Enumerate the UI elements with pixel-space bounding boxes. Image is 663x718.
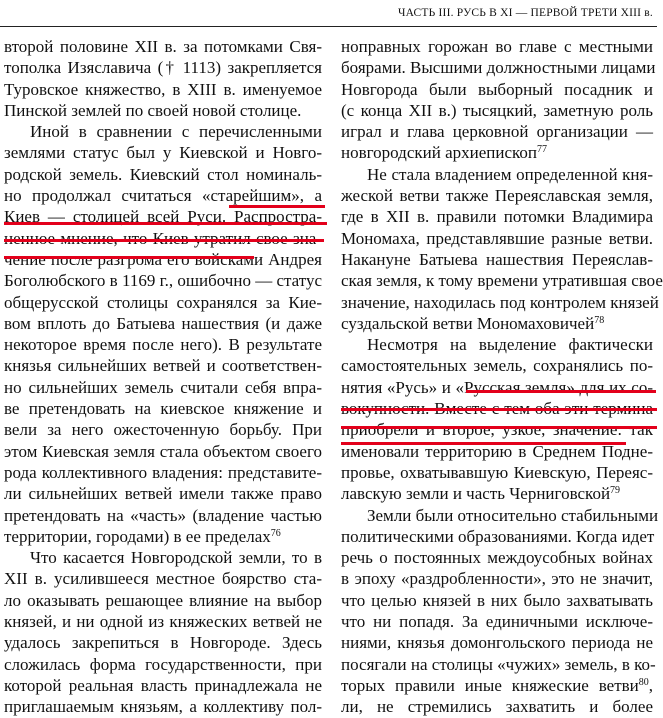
text-line <box>341 36 653 57</box>
text-line <box>341 292 659 313</box>
highlight-underline <box>229 205 325 208</box>
text-line <box>4 419 322 440</box>
text-line <box>4 675 322 696</box>
text-line-content: ло оказывать решающее влияние на выбор <box>4 590 322 610</box>
highlight-underline <box>4 222 327 225</box>
text-line-content: чение после разгрома его войсками Андрея <box>4 249 322 269</box>
text-line-content: что целью князей в них было захватывать <box>341 590 653 610</box>
footnote-marker: 77 <box>537 144 548 156</box>
text-line-content: но продолжал считаться «старейшим», а <box>4 186 322 206</box>
text-line-content: князья сильнейших ветвей и соответствен- <box>4 356 322 376</box>
text-line <box>4 590 322 611</box>
text-line <box>341 270 663 291</box>
text-line <box>341 632 653 653</box>
text-line-content: вели за него ожесточенную борьбу. При <box>4 420 322 440</box>
text-line <box>4 100 322 121</box>
text-line <box>341 483 653 504</box>
text-line-content: ноправных горожан во главе с местными <box>341 37 653 56</box>
running-head: ЧАСТЬ III. РУСЬ В XI — ПЕРВОЙ ТРЕТИ XIII в. <box>397 7 653 19</box>
text-line <box>4 462 322 483</box>
text-line <box>4 654 322 675</box>
text-line-content: ниями, князья домонгольского периода не <box>341 633 653 653</box>
highlight-underline <box>341 426 657 429</box>
text-line <box>4 632 322 653</box>
text-line <box>4 441 322 462</box>
text-line-content: приглашаемым князьям, а коллективу пол- <box>4 697 322 717</box>
text-line-content: общерусской столицы сохранялся за Кие- <box>4 292 322 312</box>
text-line <box>4 568 322 589</box>
text-line <box>341 377 653 398</box>
text-line-content: которой реальная власть принадлежала не <box>4 675 322 695</box>
text-line-content: территории, городами) в ее пределах <box>4 526 271 546</box>
text-line <box>341 675 653 696</box>
text-line-content: ве претендовать на киевское княжение и <box>4 399 322 419</box>
text-line-content: Пинской землей по своей новой столице. <box>4 100 302 120</box>
footnote-marker: 80 <box>638 676 649 688</box>
text-line-content: родской земель. Киевский стол номиналь- <box>4 164 322 184</box>
text-line-content: Мономаха, представлявшие разные ветви. <box>341 228 653 248</box>
text-line <box>341 142 653 163</box>
text-line <box>4 249 322 270</box>
text-line <box>4 36 322 57</box>
text-line-content: Новгорода были выборный посадник и <box>341 79 653 99</box>
text-line <box>4 611 322 632</box>
text-line <box>341 313 653 334</box>
text-line <box>341 590 653 611</box>
text-line <box>341 505 659 526</box>
highlight-underline <box>466 390 656 393</box>
text-line-content: XII в. усилившееся местное боярство ста- <box>4 569 322 589</box>
text-line <box>341 568 653 589</box>
footnote-marker: 76 <box>270 527 281 539</box>
text-line-content: тополка Изяславича († 1113) закрепляется <box>4 58 322 78</box>
text-line-content: играл и глава церковной организации — <box>341 122 653 142</box>
text-line-content: вокупности. Вместе с тем оба эти термина <box>341 399 653 419</box>
right-text-column <box>341 36 663 717</box>
text-line <box>4 547 322 568</box>
text-line <box>341 611 653 632</box>
text-line-content: удалось закрепиться в Новгороде. Здесь <box>4 633 322 653</box>
text-line-content: этом Киевская земля стала объектом своего <box>4 441 322 461</box>
text-line <box>4 185 322 206</box>
text-line-content: где в XII в. правили потомки Владимира <box>341 207 653 227</box>
text-line <box>4 270 322 291</box>
highlight-underline <box>341 442 626 445</box>
text-line <box>4 57 322 78</box>
text-line-content: Боголюбского в 1169 г., ошибочно — статус <box>4 271 322 291</box>
text-line-content: посягали на столицы «чужих» земель, в ко- <box>341 654 656 674</box>
text-line <box>4 292 322 313</box>
text-line <box>341 121 653 142</box>
text-line-content: князей, и ни одной из княжеских ветвей не <box>4 612 322 632</box>
text-line-content: провье, охватывавшую Киевскую, Переяс- <box>341 462 653 482</box>
text-line-content: Киев — столицей всей Руси. Распростра- <box>4 207 322 227</box>
text-line-content: (с конца XII в.) тысяцкий, заметную роль <box>341 100 653 120</box>
text-line-content: Туровское княжество, в XIII в. именуемое <box>4 79 322 99</box>
text-line <box>341 419 653 440</box>
text-line-content: боярами. Высшими должностными лицами <box>341 58 656 78</box>
text-line-content: именовали территорию в Среднем Подне- <box>341 441 653 461</box>
text-line-content: ская земля, к тому времени утратившая свое <box>341 271 663 291</box>
text-line-content: но сильнейших земель считали себя впра- <box>4 377 322 397</box>
page-header <box>0 0 657 27</box>
text-line <box>341 526 653 547</box>
text-line <box>4 377 322 398</box>
text-line <box>341 206 653 227</box>
highlight-underline <box>341 408 657 411</box>
text-line <box>341 547 653 568</box>
text-line <box>341 79 653 100</box>
text-line <box>4 526 322 547</box>
text-line-content: Что касается Новгородской земли, то в <box>30 548 322 568</box>
text-line-content: ли, не стремились захватить и более <box>341 697 653 717</box>
text-line-content: некоторое время после него). В результате <box>4 335 322 355</box>
text-line <box>341 249 653 270</box>
text-line <box>4 334 322 355</box>
text-line-content: Несмотря на выделение фактически <box>367 335 653 355</box>
text-line-content: в эпоху «раздробленности», это не значит, <box>341 569 653 589</box>
text-line <box>4 142 322 163</box>
text-line <box>4 355 322 376</box>
text-line-content: Иной в сравнении с перечисленными <box>30 122 322 142</box>
text-line <box>341 185 653 206</box>
text-line <box>341 696 653 717</box>
text-line-content: что ни попадя. За единичными исключе- <box>341 612 653 632</box>
text-line-content: ли сильнейших ветвей имели также право <box>4 484 322 504</box>
text-line-content: самостоятельных земель, сохранялись по- <box>341 356 653 376</box>
text-line-content: рода коллективного владения: представите- <box>4 462 322 482</box>
text-line-content: политическими образованиями. Когда идет <box>341 526 655 546</box>
text-line-content: нятия «Русь» и «Русская земля» для их со- <box>341 377 653 397</box>
left-text-column <box>4 36 322 717</box>
text-line-content: суздальской ветви Мономаховичей <box>341 313 595 333</box>
text-line <box>341 228 653 249</box>
text-line-content: Не стала владением определенной кня- <box>367 164 653 184</box>
text-line-content: вом вплоть до Батыева нашествия (и даже <box>4 313 322 333</box>
text-line-content: сложилась форма государственности, при <box>4 654 322 674</box>
text-line <box>341 462 653 483</box>
text-line-content: новгородский архиепископ <box>341 143 538 163</box>
text-line <box>4 505 322 526</box>
text-line <box>341 164 653 185</box>
text-line-content: землями статус был у Киевской и Новго- <box>4 143 322 163</box>
text-line-content: приобрели и второе, узкое, значение: так <box>341 420 653 440</box>
text-line-content: ненное мнение, что Киев утратил свое зна- <box>4 228 322 248</box>
footnote-marker: 78 <box>594 314 605 326</box>
text-line-content: Накануне Батыева нашествия Переяслав- <box>341 249 653 269</box>
text-line <box>4 79 322 100</box>
text-line-content: речь о постоянных междоусобных войнах <box>341 548 653 568</box>
text-line-content: претендовать на «часть» (владение частью <box>4 505 322 525</box>
text-line-content: Земли были относительно стабильными <box>367 505 659 525</box>
text-line <box>341 100 653 121</box>
text-line <box>4 313 322 334</box>
highlight-underline <box>4 256 254 259</box>
text-line <box>4 164 322 185</box>
text-line-content: торых правили иные княжеские ветви <box>341 675 639 695</box>
text-line-content: жеской ветви также Переяславская земля, <box>341 186 653 206</box>
text-line-content: лавскую земли и часть Черниговской <box>341 484 611 504</box>
text-line <box>341 355 653 376</box>
text-line-content: второй половине XII в. за потомками Свя- <box>4 37 322 56</box>
text-line-tail: , <box>648 675 653 695</box>
text-line-content: значение, находилась под контролем князей <box>341 292 659 312</box>
text-line <box>4 121 322 142</box>
text-line <box>341 654 656 675</box>
highlight-underline <box>4 239 324 242</box>
text-line <box>341 334 653 355</box>
footnote-marker: 79 <box>610 485 621 497</box>
text-line <box>4 398 322 419</box>
text-line <box>4 696 322 717</box>
text-line <box>4 483 322 504</box>
text-line <box>341 57 656 78</box>
